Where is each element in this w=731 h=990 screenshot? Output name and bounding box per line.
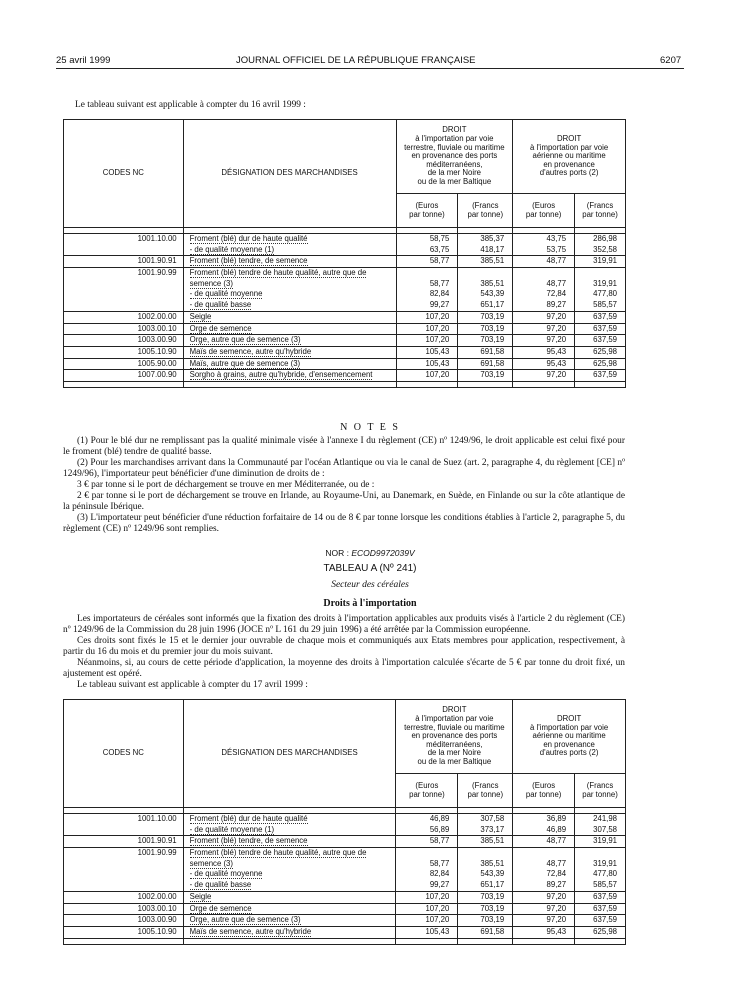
goods-description: semence (3) (189, 278, 233, 288)
paragraph-2: Ces droits sont fixés le 15 et le dernier jour ouvrable de chaque mois et communiqués aux Etats membres pour application, respectivement, à partir du 16 du mois et du premier jour du mois suivant. (63, 636, 625, 657)
table-row (64, 848, 626, 892)
goods-description: - de qualité basse (189, 880, 252, 890)
duty-value: 58,77 (429, 278, 450, 288)
duty-value: 107,20 (425, 370, 450, 380)
nc-code: 1001.90.99 (137, 268, 177, 278)
t2-header-francs: (Francs par tonne) (458, 774, 513, 808)
duty-value: 97,20 (546, 370, 567, 380)
nc-code: 1003.00.90 (137, 915, 177, 925)
nc-code: 1007.00.90 (137, 370, 177, 380)
goods-description: Froment (blé) tendre, de semence (189, 836, 308, 846)
duty-value: 82,84 (429, 869, 450, 879)
nor-code: ECOD9972039V (351, 548, 415, 558)
duty-value: 58,77 (429, 836, 450, 846)
duty-value: 625,98 (593, 926, 617, 936)
t1-header-designation: DÉSIGNATION DES MARCHANDISES (183, 120, 396, 228)
t2-header-droit-aerienne: DROIT à l'importation par voie aérienne ou maritime en provenance d'autres ports (2) (513, 700, 626, 774)
duty-value: 418,17 (480, 244, 505, 254)
goods-description: Seigle (189, 891, 212, 901)
duty-value: 107,20 (425, 891, 450, 901)
duty-value: 625,98 (593, 346, 617, 356)
duty-value: 585,57 (593, 300, 617, 310)
duty-value: 107,20 (425, 903, 450, 913)
notes-block (63, 436, 625, 535)
duty-value: 625,98 (593, 358, 617, 368)
duty-value: 385,51 (480, 836, 505, 846)
duty-value: 72,84 (546, 869, 567, 879)
duty-value: 97,20 (546, 311, 567, 321)
duty-value: 307,58 (593, 824, 617, 834)
table-row (64, 836, 626, 848)
header-date: 25 avril 1999 (56, 55, 111, 66)
intro-text-2: Le tableau suivant est applicable à compter du 17 avril 1999 : (77, 680, 308, 690)
duty-value: 48,77 (546, 858, 567, 868)
t1-header-droit-terrestre: DROIT à l'importation par voie terrestre, fluviale ou maritime en provenance des ports méditerranéens, de la mer Noire ou de la mer Baltique (396, 120, 513, 194)
duty-value: 477,80 (593, 289, 617, 299)
duty-value: 307,58 (480, 814, 505, 823)
duty-value: 385,51 (480, 256, 505, 266)
goods-description: Froment (blé) dur de haute qualité (189, 814, 308, 823)
nc-code: 1002.00.00 (137, 311, 177, 321)
duty-value: 703,19 (480, 335, 505, 345)
duty-value: 703,19 (480, 915, 505, 925)
duty-value: 105,43 (425, 346, 450, 356)
duty-value: 99,27 (429, 880, 450, 890)
droits-title: Droits à l'importation (323, 598, 417, 609)
nc-code: 1003.00.10 (137, 323, 177, 333)
duty-value: 48,77 (546, 278, 567, 288)
duty-value: 543,39 (480, 869, 505, 879)
t2-header-euros: (Euros par tonne) (513, 774, 575, 808)
duty-value: 82,84 (429, 289, 450, 299)
nor-reference (56, 548, 684, 558)
header-journal: JOURNAL OFFICIEL DE LA RÉPUBLIQUE FRANÇAISE (236, 55, 476, 66)
duty-value: 58,75 (429, 234, 450, 243)
duty-value: 319,91 (593, 858, 617, 868)
duty-value: 58,77 (429, 256, 450, 266)
t1-header-droit-aerienne: DROIT à l'importation par voie aérienne ou maritime en provenance d'autres ports (2) (513, 120, 626, 194)
goods-description: Orge, autre que de semence (3) (189, 915, 301, 925)
goods-description: Seigle (189, 311, 212, 321)
goods-description: Orge de semence (189, 903, 252, 913)
duty-value: 97,20 (546, 915, 567, 925)
nc-code: 1003.00.10 (137, 903, 177, 913)
duty-value: 352,58 (593, 244, 617, 254)
duty-value: 691,58 (480, 926, 505, 936)
goods-description: Sorgho à grains, autre qu'hybride, d'ensemencement (189, 370, 373, 380)
goods-description: Orge de semence (189, 323, 252, 333)
duty-value: 241,98 (593, 814, 617, 823)
duty-value: 107,20 (425, 323, 450, 333)
duty-value: 691,58 (480, 358, 505, 368)
duty-value: 385,37 (480, 234, 505, 243)
duty-value: 48,77 (546, 836, 567, 846)
table-row (64, 311, 626, 323)
duty-value: 543,39 (480, 289, 505, 299)
duty-value: 637,59 (593, 370, 617, 380)
duty-value: 637,59 (593, 903, 617, 913)
duty-value: 703,19 (480, 370, 505, 380)
paragraph-3: Néanmoins, si, au cours de cette période d'application, la moyenne des droits à l'importation calculée s'écarte de 5 € par tonne du droit fixé, un ajustement est opéré. (63, 658, 625, 679)
t2-header-droit-terrestre: DROIT à l'importation par voie terrestre, fluviale ou maritime en provenance des ports méditerranéens, de la mer Noire ou de la mer Baltique (396, 700, 513, 774)
note-3: (3) L'importateur peut bénéficier d'une réduction forfaitaire de 14 ou de 8 € par tonne lorsque les conditions établies à l'article 2, paragraphe 5, du règlement (CE) nº 1249/96 sont remplies. (63, 513, 625, 534)
duty-value: 95,43 (546, 358, 567, 368)
duty-value: 97,20 (546, 903, 567, 913)
duty-value: 319,91 (593, 278, 617, 288)
goods-description: - de qualité moyenne (189, 869, 263, 879)
duty-value: 95,43 (546, 346, 567, 356)
header-page-number: 6207 (660, 55, 682, 66)
duty-value: 703,19 (480, 903, 505, 913)
duty-value: 319,91 (593, 836, 617, 846)
nor-label: NOR : (325, 548, 349, 558)
notes-title: N O T E S (340, 422, 400, 433)
t1-header-euros: (Euros par tonne) (396, 194, 458, 228)
intro-text-1: Le tableau suivant est applicable à compter du 16 avril 1999 : (75, 100, 306, 110)
t1-header-codes: CODES NC (64, 120, 184, 228)
duty-value: 319,91 (593, 256, 617, 266)
duty-value: 97,20 (546, 323, 567, 333)
goods-description: Maïs de semence, autre qu'hybride (189, 346, 312, 356)
goods-description: Froment (blé) dur de haute qualité (189, 234, 308, 243)
duty-value: 385,51 (480, 858, 505, 868)
duty-value: 53,75 (546, 244, 567, 254)
nc-code: 1003.00.90 (137, 335, 177, 345)
duty-value: 89,27 (546, 300, 567, 310)
duty-value: 72,84 (546, 289, 567, 299)
duty-value: 63,75 (429, 244, 450, 254)
table-row (64, 335, 626, 347)
goods-description: semence (3) (189, 858, 233, 868)
note-2-sub-2: 2 € par tonne si le port de déchargement se trouve en Irlande, au Royaume-Uni, au Danemark, en Suède, en Finlande ou sur la côte atlantique de la péninsule Ibérique. (63, 491, 625, 512)
t2-header-designation: DÉSIGNATION DES MARCHANDISES (183, 700, 396, 808)
duty-value: 477,80 (593, 869, 617, 879)
t1-header-francs: (Francs par tonne) (458, 194, 513, 228)
duty-value: 97,20 (546, 891, 567, 901)
duty-value: 637,59 (593, 311, 617, 321)
tariff-table-2 (63, 699, 626, 945)
goods-description: - de qualité basse (189, 300, 252, 310)
nc-code: 1001.10.00 (137, 234, 177, 243)
goods-description: Froment (blé) tendre, de semence (189, 256, 308, 266)
duty-value: 99,27 (429, 300, 450, 310)
nc-code: 1005.10.90 (137, 926, 177, 936)
note-2-sub-1: 3 € par tonne si le port de déchargement se trouve en mer Méditerranée, ou de : (77, 480, 375, 490)
nc-code: 1005.10.90 (137, 346, 177, 356)
tariff-table-1 (63, 119, 626, 388)
duty-value: 651,17 (480, 300, 505, 310)
nc-code: 1001.90.91 (137, 256, 177, 266)
duty-value: 651,17 (480, 880, 505, 890)
nc-code: 1005.90.00 (137, 358, 177, 368)
t1-header-francs: (Francs par tonne) (575, 194, 626, 228)
table-row (64, 268, 626, 312)
duty-value: 637,59 (593, 335, 617, 345)
duty-value: 89,27 (546, 880, 567, 890)
table-row (64, 358, 626, 370)
secteur-title: Secteur des céréales (331, 580, 409, 590)
nc-code: 1001.90.99 (137, 848, 177, 858)
duty-value: 46,89 (429, 814, 450, 823)
table-row (64, 814, 626, 836)
duty-value: 385,51 (480, 278, 505, 288)
goods-description: Froment (blé) tendre de haute qualité, autre que de (189, 848, 367, 858)
t1-header-euros: (Euros par tonne) (513, 194, 575, 228)
duty-value: 105,43 (425, 358, 450, 368)
duty-value: 97,20 (546, 335, 567, 345)
duty-value: 107,20 (425, 335, 450, 345)
t2-header-euros: (Euros par tonne) (396, 774, 458, 808)
table-row (64, 903, 626, 915)
note-2: (2) Pour les marchandises arrivant dans la Communauté par l'océan Atlantique ou via le canal de Suez (art. 2, paragraphe 4, du règlement [CE] nº 1249/96), l'importateur peut bénéficier d'une diminution de droits de : (63, 458, 625, 479)
goods-description: Maïs de semence, autre qu'hybride (189, 926, 312, 936)
duty-value: 703,19 (480, 323, 505, 333)
duty-value: 36,89 (546, 814, 567, 823)
duty-value: 373,17 (480, 824, 505, 834)
goods-description: - de qualité moyenne (1) (189, 244, 275, 254)
nc-code: 1002.00.00 (137, 891, 177, 901)
duty-value: 107,20 (425, 311, 450, 321)
table-row (64, 323, 626, 335)
duty-value: 48,77 (546, 256, 567, 266)
duty-value: 43,75 (546, 234, 567, 243)
note-1: (1) Pour le blé dur ne remplissant pas la qualité minimale visée à l'annexe I du règlement (CE) nº 1249/96, le droit applicable est celui fixé pour le froment (blé) tendre de qualité basse. (63, 436, 625, 457)
nc-code: 1001.90.91 (137, 836, 177, 846)
goods-description: - de qualité moyenne (1) (189, 824, 275, 834)
goods-description: Maïs, autre que de semence (3) (189, 358, 301, 368)
tableau-title: TABLEAU A (Nº 241) (323, 563, 417, 574)
duty-value: 105,43 (425, 926, 450, 936)
table-row (64, 915, 626, 927)
table-row (64, 370, 626, 382)
duty-value: 703,19 (480, 891, 505, 901)
duty-value: 56,89 (429, 824, 450, 834)
table-row (64, 256, 626, 268)
paragraph-1: Les importateurs de céréales sont informés que la fixation des droits à l'importation applicables aux produits visés à l'article 2 du règlement (CE) nº 1249/96 de la Commission du 28 juin 1996 (JOCE nº L 161 du 29 juin 1996) a été arrêtée par la Commission européenne. (63, 614, 625, 635)
duty-value: 286,98 (593, 234, 617, 243)
duty-value: 107,20 (425, 915, 450, 925)
t2-header-codes: CODES NC (64, 700, 184, 808)
duty-value: 691,58 (480, 346, 505, 356)
goods-description: Froment (blé) tendre de haute qualité, autre que de (189, 268, 367, 278)
duty-value: 46,89 (546, 824, 567, 834)
goods-description: - de qualité moyenne (189, 289, 263, 299)
duty-value: 58,77 (429, 858, 450, 868)
goods-description: Orge, autre que de semence (3) (189, 335, 301, 345)
body-paragraphs (63, 614, 625, 691)
duty-value: 95,43 (546, 926, 567, 936)
header-rule (56, 68, 684, 69)
table-row (64, 346, 626, 358)
t2-header-francs: (Francs par tonne) (575, 774, 626, 808)
duty-value: 703,19 (480, 311, 505, 321)
table-row (64, 891, 626, 903)
duty-value: 585,57 (593, 880, 617, 890)
table-row (64, 926, 626, 938)
duty-value: 637,59 (593, 915, 617, 925)
table-row (64, 234, 626, 256)
duty-value: 637,59 (593, 891, 617, 901)
duty-value: 637,59 (593, 323, 617, 333)
nc-code: 1001.10.00 (137, 814, 177, 823)
